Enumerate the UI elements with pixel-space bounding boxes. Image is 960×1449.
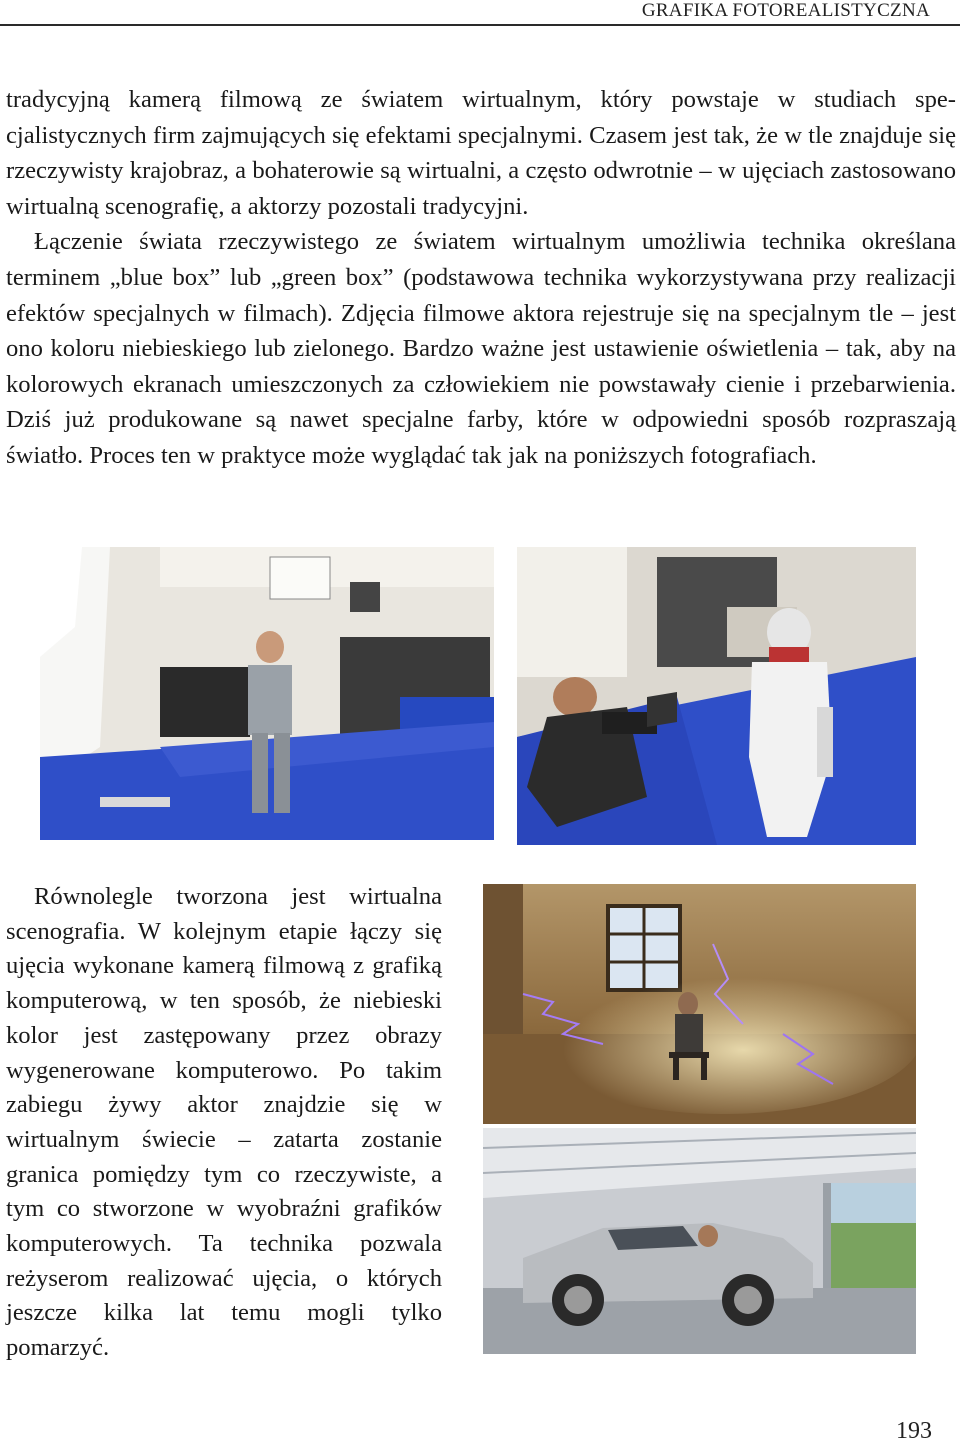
side-text	[6, 880, 442, 1366]
paragraph-1: tradycyjną kamerą filmową ze światem wirtualnym, który powstaje w studiach specjalistycznych firm zajmujących się efektami specjalnymi. Czasem jest tak, że w tle znajduje się rzeczywisty krajobraz, a bohaterowie są wirtualni, a często odwrotnie – w ujęciach zastosowano wirtualną scenografię, a aktorzy pozostali tradycyjni.	[6, 86, 956, 220]
paragraph-2: Łączenie świata rzeczywistego ze światem wirtualnym umożliwia technika określana terminem „blue box” lub „green box” (podstawowa technika wykorzystywana przy realizacji efektów specjalnych w filmach). Zdjęcia filmowe aktora rejestruje się na specjalnym tle – jest ono koloru niebieskiego lub zielonego. Bardzo ważne jest ustawienie oświetlenia – tak, aby na kolorowych ekranach umieszczonych za człowiekiem nie powstawały cienie i przebarwienia. Dziś już produkowane są nawet specjalne farby, które w odpowiedni sposób rozpraszają światło. Proces ten w praktyce może wyglądać tak jak na poniższych fotografiach.	[6, 228, 956, 469]
page-number: 193	[896, 1418, 932, 1444]
running-head	[0, 0, 960, 26]
body-text	[6, 82, 956, 474]
photo-cameraman-driver	[517, 547, 916, 845]
photo-virtual-garage-car	[483, 1128, 916, 1354]
photo-virtual-room-composite	[483, 884, 916, 1124]
running-head-title: GRAFIKA FOTOREALISTYCZNA	[641, 0, 930, 21]
photo-actor-blue-screen	[40, 547, 494, 840]
side-paragraph: Równolegle tworzona jest wirtualna scenografia. W kolejnym etapie łączy się ujęcia wykonane kamerą filmową z grafiką komputerową, w ten sposób, że niebieski kolor jest zastępowany przez obrazy wygenerowane komputerowo. Po takim zabiegu żywy aktor znajdzie się w wirtualnym świecie – zatarta zostanie granica pomiędzy tym co rzeczywiste, a tym co stworzone w wyobraźni grafików komputerowych. Ta technika pozwala reżyserom realizować ujęcia, o których jeszcze kilka lat temu mogli tylko pomarzyć.	[6, 883, 442, 1362]
